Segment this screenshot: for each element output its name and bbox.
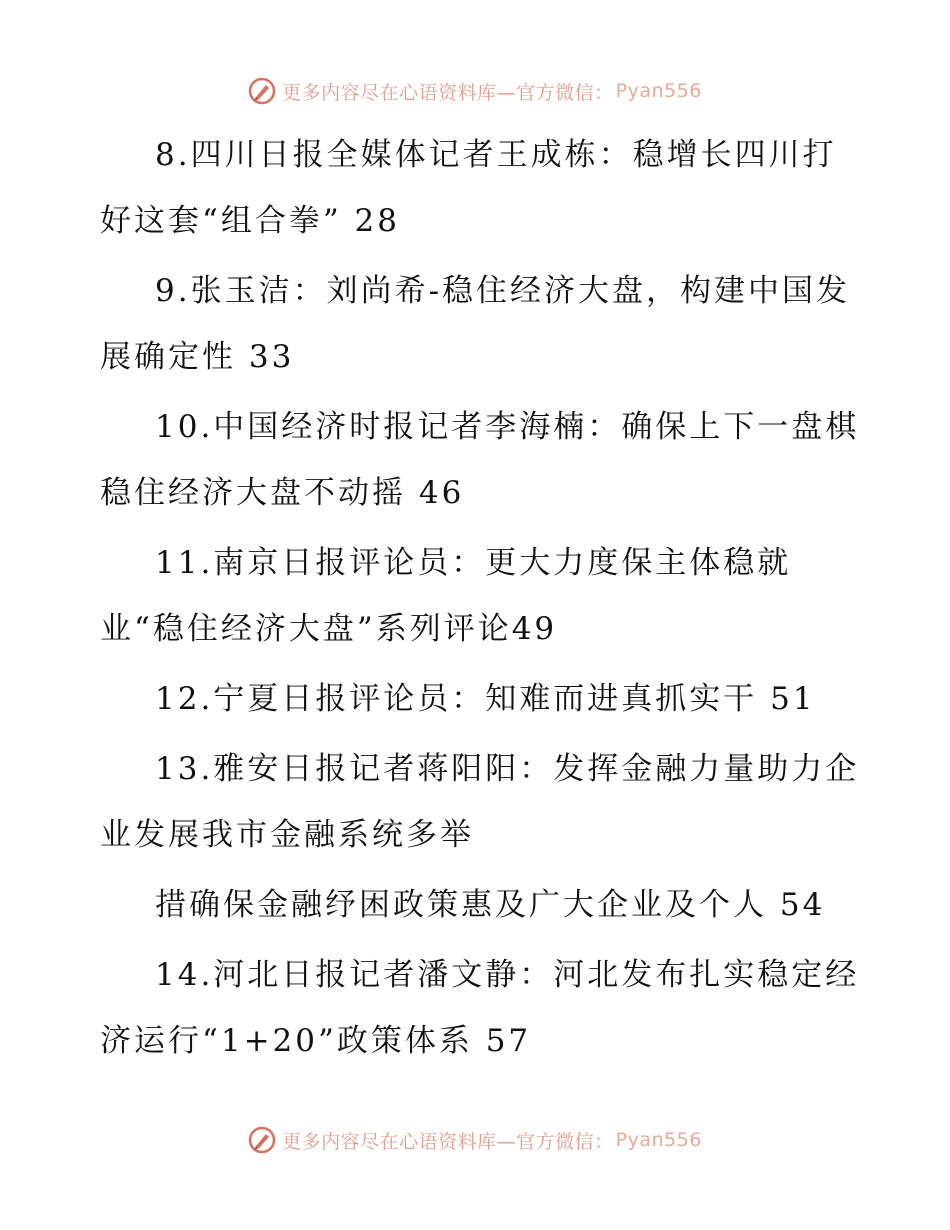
watermark-text: 更多内容尽在心语资料库—官方微信： (282, 1130, 614, 1153)
toc-entry-11: 11.南京日报评论员：更大力度保主体稳就业“稳住经济大盘”系列评论49 (100, 545, 792, 647)
toc-entry-12: 12.宁夏日报评论员：知难而进真抓实干 51 (155, 681, 816, 717)
toc-entry-9: 9.张玉洁：刘尚希-稳住经济大盘，构建中国发展确定性 33 (100, 273, 851, 375)
toc-entry-13-continued: 措确保金融纾困政策惠及广大企业及个人 54 (155, 887, 826, 923)
watermark-footer (0, 1120, 950, 1160)
toc-entry-13: 13.雅安日报记者蒋阳阳：发挥金融力量助力企业发展我市金融系统多举 (100, 751, 860, 853)
watermark-wechat-id: Pyan556 (615, 1129, 702, 1151)
pen-logo-icon (248, 1126, 276, 1154)
watermark-wechat-id: Pyan556 (615, 80, 702, 102)
toc-list (100, 122, 860, 1078)
toc-entry-10: 10.中国经济时报记者李海楠：确保上下一盘棋稳住经济大盘不动摇 46 (100, 409, 860, 511)
watermark-header (0, 71, 950, 111)
watermark-text: 更多内容尽在心语资料库—官方微信： (282, 81, 614, 104)
toc-entry-8: 8.四川日报全媒体记者王成栋：稳增长四川打好这套“组合拳” 28 (100, 137, 837, 239)
toc-entry-14: 14.河北日报记者潘文静：河北发布扎实稳定经济运行“1+20”政策体系 57 (100, 957, 860, 1059)
pen-logo-icon (248, 77, 276, 105)
